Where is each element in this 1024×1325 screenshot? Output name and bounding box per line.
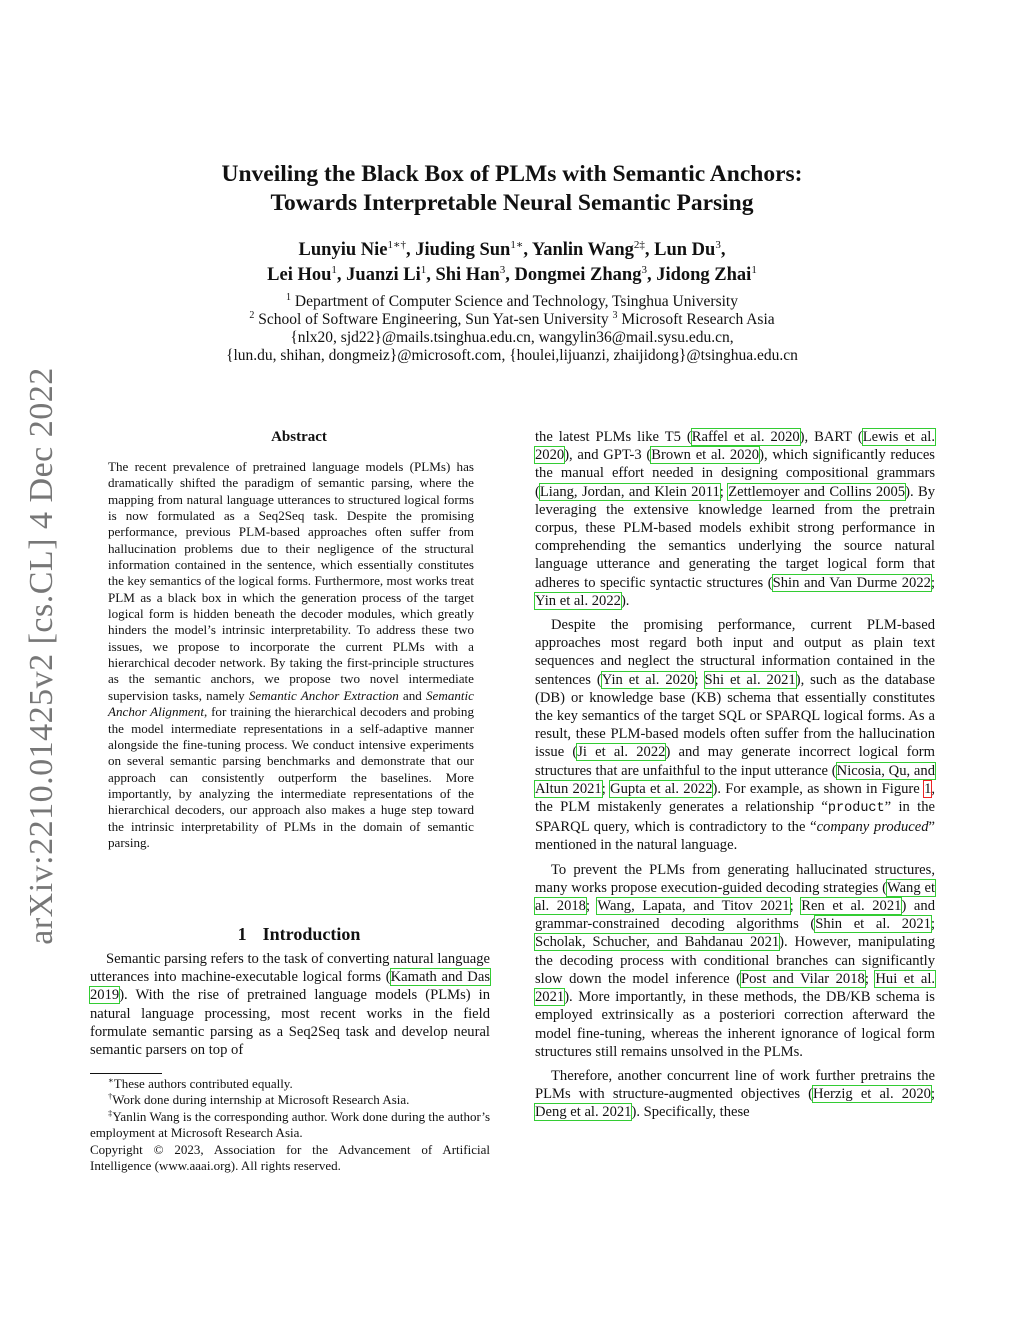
citation-link[interactable]: Gupta et al. 2022 <box>610 780 713 797</box>
section-title: Introduction <box>262 924 361 944</box>
body-text: ). However, manipulating the decoding process with conditional branches can significantly slow down the model inference ( <box>535 934 936 987</box>
section-heading-introduction <box>108 924 490 945</box>
body-text: the latest PLMs like T5 ( <box>535 429 692 445</box>
author-mark: 3 <box>499 264 506 276</box>
paper-title <box>140 160 884 218</box>
citation-link[interactable]: Shin et al. 2021 <box>815 916 931 933</box>
affiliation-text: School of Software Engineering, Sun Yat-sen University <box>254 311 613 328</box>
code-token: product <box>827 801 885 817</box>
citation-link[interactable]: Shin and Van Durme 2022 <box>772 574 931 591</box>
citation-link[interactable]: Nicosia, Qu, and Altun 2021 <box>535 762 935 797</box>
citation-link[interactable]: Ren et al. 2021 <box>801 898 902 915</box>
citation-link[interactable]: Post and Vilar 2018 <box>741 970 865 987</box>
title-line-1: Unveiling the Black Box of PLMs with Semantic Anchors: <box>221 161 803 187</box>
citation-link[interactable]: Ji et al. 2022 <box>577 744 666 761</box>
citation-link[interactable]: Raffel et al. 2020 <box>691 429 800 445</box>
email-line-2: {lun.du, shihan, dongmeiz}@microsoft.com, {houlei,lijuanzi, zhaijidong}@tsinghua.edu.cn <box>226 347 798 364</box>
citation-link[interactable]: Yin et al. 2020 <box>601 671 695 688</box>
body-text: ). By leveraging the extensive knowledge learned from the pretrain corpus, these PLM-based models exhibit strong performance in comprehending the semantics underlying the source natural language utterance and generating the target logical form that adheres to specific syntactic structures ( <box>535 483 935 591</box>
intro-paragraph <box>90 950 490 1059</box>
body-text: ; <box>719 483 729 500</box>
body-text: ) and grammar-constrained decoding algorithms ( <box>535 898 935 933</box>
affiliation-mark: 3 <box>612 310 618 321</box>
abstract-text: and <box>398 687 426 703</box>
affiliation-line-2 <box>140 311 884 329</box>
author-name: Lun Du <box>654 240 716 260</box>
section-number: 1 <box>237 924 247 944</box>
footnote <box>90 1076 490 1092</box>
citation-link[interactable]: Herzig et al. 2020 <box>813 1086 931 1103</box>
author-name: Jiuding Sun <box>415 240 511 260</box>
body-text: ). With the rise of pretrained language models (PLMs) in natural language processing, most recent works in the field formulate semantic parsing as a Seq2Seq task and develop neural semantic parsers on top of <box>90 987 490 1059</box>
body-text: ; <box>864 970 876 987</box>
body-text: ; <box>930 574 935 591</box>
citation-link[interactable]: Brown et al. 2020 <box>651 447 760 464</box>
citation-link[interactable]: Scholak, Schucher, and Bahdanau 2021 <box>535 934 780 951</box>
left-column <box>90 950 490 1059</box>
author-name: Juanzi Li <box>346 265 421 285</box>
figure-reference-link[interactable]: 1 <box>924 780 932 797</box>
body-text: ; <box>930 916 935 933</box>
body-text: ), which significantly reduces the manual effort needed in designing compositional grammars ( <box>535 447 935 500</box>
arxiv-id: arXiv:2210.01425v2 [cs.CL] 4 Dec 2022 <box>23 367 60 945</box>
arxiv-stamp <box>20 360 64 952</box>
author-name: Dongmei Zhang <box>514 265 642 285</box>
footnote <box>90 1092 490 1108</box>
citation-link[interactable]: Shi et al. 2021 <box>704 671 796 688</box>
body-text: ). For example, as shown in Figure <box>712 780 925 797</box>
affiliation-text: Department of Computer Science and Technology, Tsinghua University <box>291 293 738 310</box>
body-text: ). <box>620 592 630 609</box>
footnote-rule <box>90 1073 162 1074</box>
body-text: ; <box>930 1086 935 1103</box>
author-mark: 1∗ <box>510 239 524 251</box>
body-text: ), BART ( <box>799 429 863 445</box>
body-text: ; <box>789 898 802 915</box>
body-text: ) and may generate incorrect logical form structures that are unfaithful to the input utterance ( <box>535 744 935 779</box>
body-text: ; <box>601 780 611 797</box>
abstract-text: The recent prevalence of pretrained language models (PLMs) has dramatically shifted the paradigm of semantic parsing, where the mapping from natural language utterances to structured logical forms is now formulated as a Seq2Seq task. Despite the promising performance, previous PLM-based approaches often suffer from hallucination problems due to their negligence of the structural information contained in the sentence, which essentially constitutes the key semantics of the logical forms. Furthermore, most works treat PLM as a black box in which the generation process of the target logical form is hidden beneath the decoder modules, which greatly hinders the model’s intrinsic interpretability. To address these two issues, we propose to incorporate the current PLMs with a hierarchical decoder network. By taking the first-principle structures as the semantic anchors, we propose two novel intermediate supervision tasks, namely <box>108 459 474 703</box>
author-line-2: Lei Hou$^1$, Juanzi Li$^1$, Shi Han$^3$, Dongmei Zhang$^3$, Jidong Zhai$^1$ <box>267 264 757 285</box>
citation-link[interactable]: Hui et al. 2021 <box>535 970 936 1006</box>
copyright-notice: Copyright © 2023, Association for the Advancement of Artificial Intelligence (www.aaai.org). All rights reserved. <box>90 1141 490 1174</box>
author-name: Jidong Zhai <box>656 265 752 285</box>
footnote-mark: ∗ <box>108 1075 114 1085</box>
footnote-text: These authors contributed equally. <box>113 1076 293 1091</box>
title-line-2: Towards Interpretable Neural Semantic Parsing <box>270 190 754 216</box>
author-mark: 3 <box>715 239 721 251</box>
affiliations <box>140 293 884 365</box>
author-mark: 1 <box>751 264 757 276</box>
citation-link[interactable]: Liang, Jordan, and Klein 2011 <box>539 483 720 500</box>
author-mark: 1 <box>420 264 427 276</box>
body-text: ; <box>585 898 598 915</box>
affiliation-mark: 2 <box>249 310 255 321</box>
abstract-emphasis: Semantic Anchor Alignment <box>108 687 474 720</box>
body-text: Despite the promising performance, current PLM-based approaches most regard both input and output as plain text sequences and neglect the structural information contained in the sentences ( <box>535 617 935 688</box>
citation-link[interactable]: Wang, Lapata, and Titov 2021 <box>597 898 790 915</box>
affiliation-text: Microsoft Research Asia <box>617 311 775 328</box>
author-line-1: Lunyiu Nie$^{1∗\dagger}$, Jiuding Sun$^{1∗}$, Yanlin Wang$^{2\ddagger}$, Lun Du$^3$, <box>298 239 726 260</box>
footnote-text: Work done during internship at Microsoft Research Asia. <box>112 1092 410 1108</box>
body-text: To prevent the PLMs from generating hallucinated structures, many works propose execution-guided decoding strategies ( <box>535 861 935 896</box>
body-paragraph <box>535 428 935 610</box>
author-list <box>140 238 884 288</box>
citation-link[interactable]: Lewis et al. 2020 <box>535 429 935 464</box>
abstract-emphasis: Semantic Anchor Extraction <box>248 687 399 703</box>
right-column <box>535 428 935 1128</box>
author-name: Yanlin Wang <box>531 240 634 260</box>
footnotes <box>90 1076 490 1174</box>
body-text: ), such as the database (DB) or knowledge base (KB) schema that essentially constitutes the key semantics of the target SQL or SPARQL logical forms. As a result, these PLM-based models often suffer from the hallucination issue ( <box>535 671 935 761</box>
footnote-mark: ‡ <box>108 1107 113 1118</box>
author-mark: 1 <box>331 264 337 276</box>
footnote-mark: † <box>108 1091 113 1102</box>
body-text: Therefore, another concurrent line of work further pretrains the PLMs with structure-augmented objectives ( <box>535 1067 935 1103</box>
body-text: Semantic parsing refers to the task of converting natural language utterances into machine-executable logical forms ( <box>90 951 490 986</box>
author-mark: 2‡ <box>633 239 645 251</box>
author-mark: 1∗† <box>387 239 406 251</box>
body-paragraph <box>535 616 935 855</box>
author-name: Lunyiu Nie <box>298 240 388 260</box>
citation-link[interactable]: Deng et al. 2021 <box>535 1104 632 1121</box>
affiliation-line-1 <box>140 293 884 311</box>
footnote-text: Yanlin Wang is the corresponding author. Work done during the author’s employment at Microsoft Research Asia. <box>90 1108 491 1141</box>
abstract-heading: Abstract <box>271 429 327 445</box>
body-text: ” mentioned in the natural language. <box>535 819 935 854</box>
body-text: , the PLM mistakenly generates a relationship “ <box>535 780 936 816</box>
body-text: ” in the SPARQL query, which is contradictory to the “ <box>535 799 935 836</box>
citation-link[interactable]: Zettlemoyer and Collins 2005 <box>728 483 906 500</box>
body-text: ). Specifically, these <box>631 1104 750 1121</box>
author-mark: 3 <box>641 264 647 276</box>
author-name: Shi Han <box>435 265 500 285</box>
citation-link[interactable]: Yin et al. 2022 <box>535 592 621 609</box>
abstract-text: , for training the hierarchical decoders and probing the model intermediate representations in a self-adaptive manner alongside the fine-tuning process. We conduct intensive experiments on several semantic parsing benchmarks and demonstrate that our approach can consistently outperform the baselines. More importantly, by analyzing the intermediate representations of the hierarchical decoders, our approach also makes a huge step toward the intrinsic interpretability of PLMs in the domain of semantic parsing. <box>108 704 474 850</box>
body-text: ; <box>694 671 705 688</box>
body-paragraph <box>535 1067 935 1122</box>
email-line-1: {nlx20, sjd22}@mails.tsinghua.edu.cn, wangylin36@mail.sysu.edu.cn, <box>290 329 734 346</box>
body-paragraph <box>535 861 935 1061</box>
emphasis-text: company produced <box>816 819 929 836</box>
body-text: ). More importantly, in these methods, the DB/KB schema is employed extrinsically as a posteriori correction afterward the model fine-tuning, whereas the inherent ignorance of logical form structures still remains unsolved in the PLMs. <box>535 989 935 1060</box>
citation-link[interactable]: Wang et al. 2018 <box>535 879 935 915</box>
body-text: ), and GPT-3 ( <box>564 447 652 464</box>
author-name: Lei Hou <box>267 265 332 285</box>
abstract-body <box>108 459 474 851</box>
affiliation-mark: 1 <box>286 292 292 303</box>
citation-link[interactable]: Kamath and Das 2019 <box>90 969 490 1004</box>
footnote <box>90 1109 490 1142</box>
